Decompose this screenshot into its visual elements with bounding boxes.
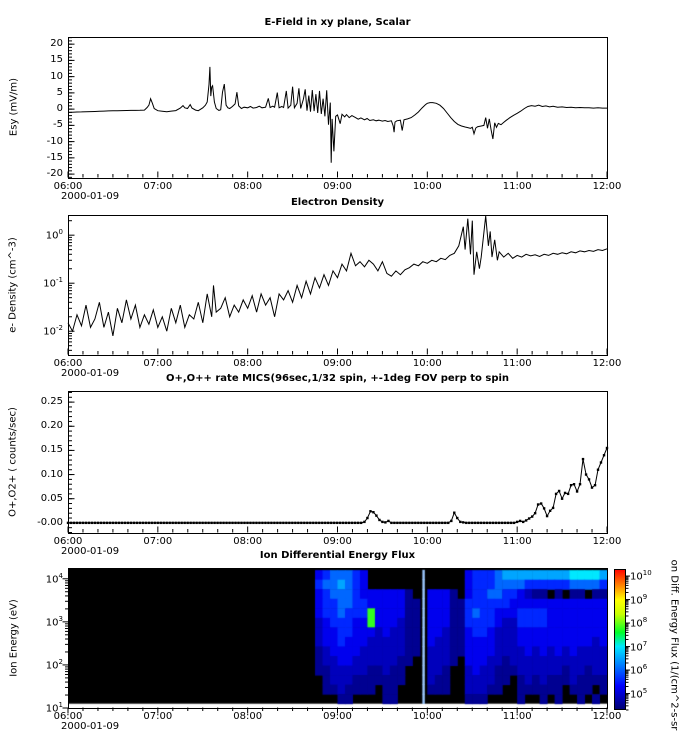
- panel3-y-tick-label: 0.10: [40, 468, 63, 480]
- data-point-marker: [118, 522, 120, 524]
- data-point-marker: [405, 522, 407, 524]
- data-point-marker: [369, 510, 371, 512]
- data-point-marker: [555, 493, 557, 495]
- panel2-date-label: 2000-01-09: [61, 368, 120, 379]
- data-point-marker: [79, 522, 81, 524]
- data-point-marker: [540, 502, 542, 504]
- panel4-y-tick-label: $10^4$: [45, 571, 63, 586]
- data-point-marker: [136, 522, 138, 524]
- data-point-marker: [145, 522, 147, 524]
- data-point-marker: [252, 522, 254, 524]
- panel3-x-tick-label: 12:00: [592, 536, 622, 547]
- colorbar-tick-label: $10^5$: [630, 686, 648, 700]
- data-point-marker: [291, 522, 293, 524]
- panel4-x-tick-label: 07:00: [143, 711, 173, 722]
- panel2-y-tick-label: $10^{-2}$: [43, 324, 63, 338]
- panel3-y-tick-label: 0.15: [40, 444, 63, 456]
- data-point-marker: [426, 522, 428, 524]
- data-point-marker: [492, 522, 494, 524]
- data-point-marker: [438, 522, 440, 524]
- panel2-x-tick-label: 08:00: [233, 358, 263, 369]
- data-point-marker: [303, 522, 305, 524]
- data-point-marker: [177, 522, 179, 524]
- panel1-y-tick-label: -5: [53, 119, 63, 131]
- panel1-y-tick-label: -20: [46, 168, 63, 180]
- data-point-marker: [567, 493, 569, 495]
- data-point-marker: [315, 522, 317, 524]
- data-point-marker: [219, 522, 221, 524]
- data-point-marker: [420, 522, 422, 524]
- panel3-x-tick-label: 06:00: [53, 536, 83, 547]
- data-point-marker: [130, 522, 132, 524]
- data-point-marker: [357, 522, 359, 524]
- data-point-marker: [255, 522, 257, 524]
- panel1-y-tick-label: 10: [50, 70, 63, 82]
- data-point-marker: [106, 522, 108, 524]
- panel1-y-tick-label: 5: [56, 86, 63, 98]
- data-point-marker: [513, 522, 515, 524]
- panel4-x-tick-label: 12:00: [592, 711, 622, 722]
- data-point-marker: [606, 447, 608, 449]
- data-point-marker: [297, 522, 299, 524]
- panel2-data-trace: [68, 216, 607, 336]
- data-point-marker: [324, 522, 326, 524]
- data-point-marker: [450, 520, 452, 522]
- data-point-marker: [462, 521, 464, 523]
- data-point-marker: [603, 454, 605, 456]
- colorbar-tick-label: $10^{10}$: [630, 569, 652, 583]
- data-point-marker: [390, 522, 392, 524]
- data-point-marker: [261, 522, 263, 524]
- data-point-marker: [471, 522, 473, 524]
- panel3-x-tick-label: 10:00: [412, 536, 442, 547]
- data-point-marker: [169, 522, 171, 524]
- panel1-x-tick-label: 08:00: [233, 181, 263, 192]
- panel3-x-tick-label: 09:00: [323, 536, 352, 547]
- data-point-marker: [186, 522, 188, 524]
- data-point-marker: [97, 522, 99, 524]
- data-point-marker: [573, 483, 575, 485]
- panel4-y-tick-label: $10^3$: [45, 614, 63, 629]
- data-point-marker: [336, 522, 338, 524]
- panel2-y-axis-label: e- Density (cm^-3): [7, 237, 19, 333]
- data-point-marker: [312, 522, 314, 524]
- data-point-marker: [258, 522, 260, 524]
- data-point-marker: [127, 522, 129, 524]
- data-point-marker: [204, 522, 206, 524]
- data-point-marker: [417, 522, 419, 524]
- data-point-marker: [525, 519, 527, 521]
- data-point-marker: [321, 522, 323, 524]
- panel2-title: Electron Density: [290, 197, 385, 208]
- panel2-y-tick-label: $10^0$: [45, 228, 63, 242]
- data-point-marker: [148, 522, 150, 524]
- data-point-marker: [372, 511, 374, 513]
- data-point-marker: [354, 522, 356, 524]
- data-point-marker: [498, 522, 500, 524]
- data-point-marker: [411, 522, 413, 524]
- panel3-data-trace: [68, 448, 607, 523]
- data-point-marker: [465, 522, 467, 524]
- data-point-marker: [201, 522, 203, 524]
- data-point-marker: [366, 517, 368, 519]
- panel1-y-tick-label: -15: [46, 151, 63, 163]
- panel4-y-axis-label: Ion Energy (eV): [8, 599, 20, 677]
- colorbar-gradient: [614, 569, 626, 710]
- panel1-x-tick-label: 06:00: [53, 181, 83, 192]
- data-point-marker: [100, 522, 102, 524]
- panel1-frame: [69, 38, 608, 179]
- panel4-x-tick-label: 11:00: [502, 711, 532, 722]
- data-point-marker: [474, 522, 476, 524]
- panel4-y-tick-label: $10^1$: [45, 701, 63, 715]
- data-point-marker: [528, 517, 530, 519]
- data-point-marker: [447, 522, 449, 524]
- data-point-marker: [70, 522, 72, 524]
- data-point-marker: [115, 522, 117, 524]
- data-point-marker: [246, 522, 248, 524]
- data-point-marker: [585, 473, 587, 475]
- data-point-marker: [121, 522, 123, 524]
- data-point-marker: [489, 522, 491, 524]
- data-point-marker: [330, 522, 332, 524]
- panel2-x-tick-label: 09:00: [323, 358, 352, 369]
- data-point-marker: [288, 522, 290, 524]
- data-point-marker: [222, 522, 224, 524]
- panel1-y-tick-label: 0: [56, 103, 63, 115]
- data-point-marker: [579, 483, 581, 485]
- data-point-marker: [240, 522, 242, 524]
- panel1-y-tick-label: 20: [50, 38, 63, 50]
- data-point-marker: [588, 478, 590, 480]
- data-point-marker: [339, 522, 341, 524]
- data-point-marker: [459, 521, 461, 523]
- data-point-marker: [423, 522, 425, 524]
- panel4-x-tick-label: 10:00: [412, 711, 442, 722]
- data-point-marker: [582, 458, 584, 460]
- data-point-marker: [501, 522, 503, 524]
- data-point-marker: [103, 522, 105, 524]
- data-point-marker: [180, 522, 182, 524]
- data-point-marker: [597, 469, 599, 471]
- data-point-marker: [381, 521, 383, 523]
- data-point-marker: [441, 522, 443, 524]
- panel1-y-tick-label: 15: [50, 54, 63, 66]
- colorbar-axis-label: on Diff. Energy Flux (1/(cm^2-s-sr: [668, 559, 680, 731]
- data-point-marker: [531, 515, 533, 517]
- data-point-marker: [483, 522, 485, 524]
- data-point-marker: [157, 522, 159, 524]
- data-point-marker: [591, 486, 593, 488]
- data-point-marker: [429, 522, 431, 524]
- data-point-marker: [172, 522, 174, 524]
- data-point-marker: [189, 522, 191, 524]
- data-point-marker: [468, 522, 470, 524]
- data-point-marker: [543, 507, 545, 509]
- data-point-marker: [360, 522, 362, 524]
- data-point-marker: [594, 484, 596, 486]
- data-point-marker: [342, 522, 344, 524]
- data-point-marker: [414, 522, 416, 524]
- panel3-y-tick-label: -0.00: [37, 516, 63, 528]
- data-point-marker: [375, 514, 377, 516]
- data-point-marker: [561, 498, 563, 500]
- data-point-marker: [166, 522, 168, 524]
- data-point-marker: [88, 522, 90, 524]
- data-point-marker: [228, 522, 230, 524]
- panel3-title: O+,O++ rate MICS(96sec,1/32 spin, +-1deg FOV perp to spin: [165, 373, 510, 384]
- panel3-frame: [69, 392, 608, 534]
- data-point-marker: [558, 490, 560, 492]
- data-point-marker: [276, 522, 278, 524]
- panel1-title: E-Field in xy plane, Scalar: [264, 17, 411, 28]
- colorbar-tick-label: $10^7$: [630, 639, 648, 653]
- data-point-marker: [552, 507, 554, 509]
- data-point-marker: [537, 503, 539, 505]
- panel1-y-axis-label: Esy (mV/m): [8, 77, 20, 137]
- data-point-marker: [384, 521, 386, 523]
- data-point-marker: [133, 522, 135, 524]
- data-point-marker: [264, 522, 266, 524]
- data-point-marker: [486, 522, 488, 524]
- data-point-marker: [348, 522, 350, 524]
- data-point-marker: [564, 492, 566, 494]
- data-point-marker: [139, 522, 141, 524]
- panel2-y-tick-label: $10^{-1}$: [43, 276, 63, 290]
- data-point-marker: [160, 522, 162, 524]
- panel2-x-tick-label: 10:00: [412, 358, 442, 369]
- data-point-marker: [453, 512, 455, 514]
- data-point-marker: [85, 522, 87, 524]
- panel1-x-tick-label: 10:00: [412, 181, 442, 192]
- data-point-marker: [73, 522, 75, 524]
- data-point-marker: [399, 522, 401, 524]
- data-point-marker: [109, 522, 111, 524]
- data-point-marker: [495, 522, 497, 524]
- data-point-marker: [300, 522, 302, 524]
- colorbar-tick-label: $10^6$: [630, 663, 648, 677]
- data-point-marker: [456, 517, 458, 519]
- panel3-x-tick-label: 07:00: [143, 536, 173, 547]
- panel3-date-label: 2000-01-09: [61, 546, 120, 557]
- data-point-marker: [387, 520, 389, 522]
- data-point-marker: [351, 522, 353, 524]
- data-point-marker: [192, 522, 194, 524]
- data-point-marker: [516, 521, 518, 523]
- data-point-marker: [393, 522, 395, 524]
- panel3-x-tick-label: 08:00: [233, 536, 263, 547]
- data-point-marker: [231, 522, 233, 524]
- data-point-marker: [318, 522, 320, 524]
- data-point-marker: [163, 522, 165, 524]
- data-point-marker: [213, 522, 215, 524]
- data-point-marker: [534, 512, 536, 514]
- data-point-marker: [309, 522, 311, 524]
- data-point-marker: [294, 522, 296, 524]
- data-point-marker: [282, 522, 284, 524]
- data-point-marker: [279, 522, 281, 524]
- data-point-marker: [82, 522, 84, 524]
- data-point-marker: [306, 522, 308, 524]
- data-point-marker: [378, 519, 380, 521]
- data-point-marker: [249, 522, 251, 524]
- panel3-y-tick-label: 0.05: [40, 492, 63, 504]
- panel1-date-label: 2000-01-09: [61, 191, 120, 202]
- data-point-marker: [124, 522, 126, 524]
- data-point-marker: [273, 522, 275, 524]
- data-point-marker: [216, 522, 218, 524]
- panel4-date-label: 2000-01-09: [61, 721, 120, 732]
- data-point-marker: [396, 522, 398, 524]
- panel1-y-tick-label: -10: [46, 135, 63, 147]
- data-point-marker: [477, 522, 479, 524]
- panel4-x-tick-label: 06:00: [53, 711, 83, 722]
- panel1-x-tick-label: 12:00: [592, 181, 622, 192]
- data-point-marker: [207, 522, 209, 524]
- panel1-data-trace: [68, 67, 607, 163]
- panel3-x-tick-label: 11:00: [502, 536, 532, 547]
- data-point-marker: [432, 522, 434, 524]
- panel2-x-tick-label: 11:00: [502, 358, 532, 369]
- data-point-marker: [504, 522, 506, 524]
- data-point-marker: [142, 522, 144, 524]
- data-point-marker: [154, 522, 156, 524]
- panel3-y-tick-label: 0.25: [40, 396, 63, 408]
- data-point-marker: [519, 520, 521, 522]
- data-point-marker: [76, 522, 78, 524]
- data-point-marker: [549, 510, 551, 512]
- panel3-y-tick-label: 0.20: [40, 420, 63, 432]
- data-point-marker: [234, 522, 236, 524]
- panel4-frame: [69, 569, 608, 709]
- data-point-marker: [345, 522, 347, 524]
- panel4-x-tick-label: 09:00: [323, 711, 352, 722]
- panel2-x-tick-label: 07:00: [143, 358, 173, 369]
- data-point-marker: [195, 522, 197, 524]
- data-point-marker: [327, 522, 329, 524]
- data-point-marker: [67, 522, 69, 524]
- panel2-frame: [69, 216, 608, 356]
- data-point-marker: [210, 522, 212, 524]
- data-point-marker: [435, 522, 437, 524]
- data-point-marker: [333, 522, 335, 524]
- data-point-marker: [198, 522, 200, 524]
- data-point-marker: [546, 515, 548, 517]
- panel1-x-tick-label: 07:00: [143, 181, 173, 192]
- data-point-marker: [363, 521, 365, 523]
- panel4-x-tick-label: 08:00: [233, 711, 263, 722]
- data-point-marker: [402, 522, 404, 524]
- panel4-y-tick-label: $10^2$: [45, 657, 63, 672]
- data-point-marker: [270, 522, 272, 524]
- panel3-y-axis-label: O+,O2+ ( counts/sec): [7, 407, 19, 517]
- data-point-marker: [94, 522, 96, 524]
- data-point-marker: [285, 522, 287, 524]
- data-point-marker: [225, 522, 227, 524]
- data-point-marker: [151, 522, 153, 524]
- data-point-marker: [267, 522, 269, 524]
- data-point-marker: [576, 490, 578, 492]
- panel4-title: Ion Differential Energy Flux: [259, 550, 416, 561]
- data-point-marker: [600, 461, 602, 463]
- data-point-marker: [408, 522, 410, 524]
- data-point-marker: [480, 522, 482, 524]
- data-point-marker: [112, 522, 114, 524]
- data-point-marker: [444, 522, 446, 524]
- data-point-marker: [91, 522, 93, 524]
- data-point-marker: [510, 522, 512, 524]
- data-point-marker: [570, 484, 572, 486]
- data-point-marker: [237, 522, 239, 524]
- data-point-marker: [507, 522, 509, 524]
- colorbar-tick-label: $10^9$: [630, 592, 648, 606]
- data-point-marker: [243, 522, 245, 524]
- panel2-x-tick-label: 12:00: [592, 358, 622, 369]
- data-point-marker: [522, 521, 524, 523]
- panel2-x-tick-label: 06:00: [53, 358, 83, 369]
- data-point-marker: [174, 522, 176, 524]
- data-point-marker: [183, 522, 185, 524]
- panel1-x-tick-label: 11:00: [502, 181, 532, 192]
- colorbar-tick-label: $10^8$: [630, 616, 648, 630]
- panel1-x-tick-label: 09:00: [323, 181, 352, 192]
